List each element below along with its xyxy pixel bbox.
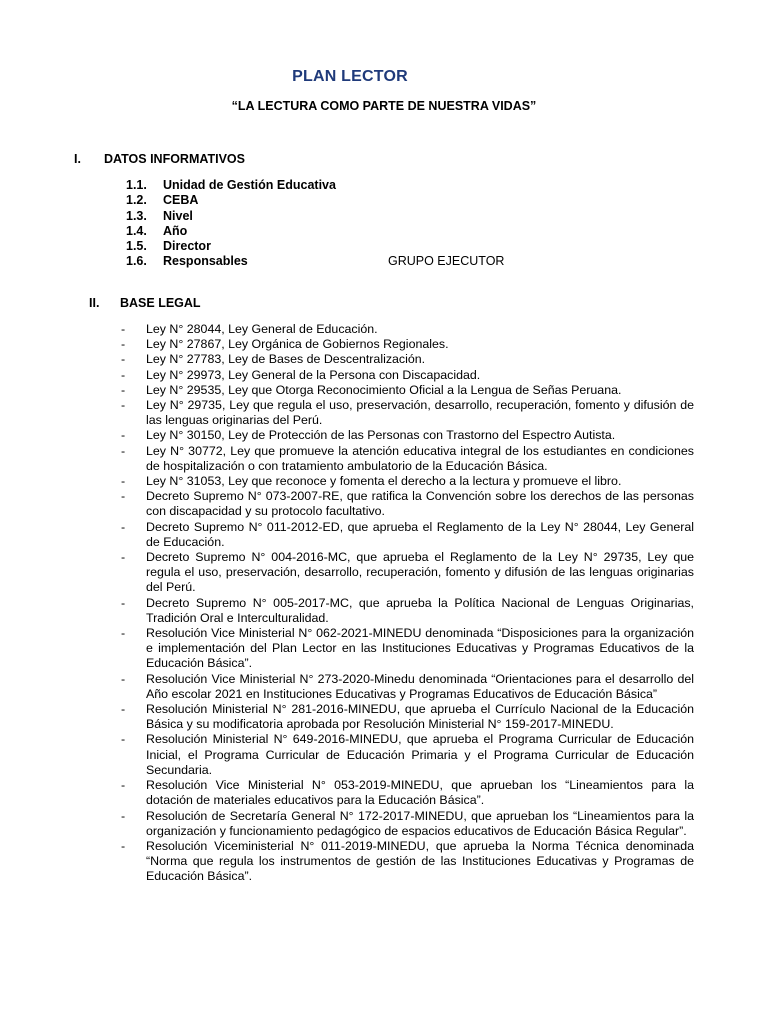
bullet-dash: - [121, 367, 126, 382]
legal-item-text: Ley N° 29973, Ley General de la Persona con Discapacidad. [146, 367, 481, 382]
info-number: 1.3. [126, 208, 147, 223]
legal-item-text: Resolución Vice Ministerial N° 062-2021-MINEDU denominada “Disposiciones para la organización e implementación del Plan Lector en las Instituciones Educativas y Programas Educativos de la Educación Básica”. [146, 626, 694, 671]
legal-item [121, 444, 694, 474]
legal-item [121, 702, 694, 732]
legal-item [121, 809, 694, 839]
info-label: Nivel [163, 208, 193, 223]
legal-item [121, 489, 694, 519]
info-item [126, 224, 626, 239]
bullet-dash: - [121, 808, 126, 823]
legal-item [121, 732, 694, 778]
info-item [126, 254, 626, 269]
legal-item-text: Ley N° 31053, Ley que reconoce y fomenta el derecho a la lectura y promueve el libro. [146, 474, 622, 489]
bullet-dash: - [121, 778, 126, 793]
legal-item [121, 368, 694, 383]
legal-item-text: Resolución Viceministerial N° 011-2019-MINEDU, que aprueba la Norma Técnica denominada “Norma que regula los instrumentos de gestión de las Instituciones Educativas y Programas de Educación Básica”. [146, 838, 694, 884]
legal-item-text: Resolución Vice Ministerial N° 053-2019-MINEDU, que aprueban los “Lineamientos para la dotación de materiales educativos para la Educación Básica”. [146, 778, 694, 808]
legal-item-text: Decreto Supremo N° 011-2012-ED, que aprueba el Reglamento de la Ley N° 28044, Ley General de Educación. [146, 519, 694, 549]
section-title: BASE LEGAL [120, 296, 201, 310]
legal-item [121, 626, 694, 672]
legal-item [121, 352, 694, 367]
legal-item-text: Decreto Supremo N° 005-2017-MC, que aprueba la Política Nacional de Lenguas Originarias, Tradición Oral e Interculturalidad. [146, 595, 694, 625]
page-title: PLAN LECTOR [292, 68, 408, 85]
info-label: CEBA [163, 193, 199, 208]
legal-item-text: Ley N° 30150, Ley de Protección de las Personas con Trastorno del Espectro Autista. [146, 428, 616, 443]
legal-item [121, 839, 694, 885]
legal-item [121, 672, 694, 702]
info-label: Responsables [163, 254, 248, 269]
info-item [126, 178, 626, 193]
bullet-dash: - [121, 550, 126, 565]
legal-item [121, 596, 694, 626]
section-number: II. [89, 296, 100, 310]
legal-item-text: Resolución Ministerial N° 649-2016-MINEDU, que aprueba el Programa Curricular de Educación Inicial, el Programa Curricular de Educación Primaria y el Programa Curricular de Educación Secundaria. [146, 732, 694, 777]
legal-item [121, 383, 694, 398]
bullet-dash: - [121, 702, 126, 717]
bullet-dash: - [121, 337, 126, 352]
legal-item [121, 778, 694, 808]
legal-item [121, 474, 694, 489]
legal-item-text: Decreto Supremo N° 073-2007-RE, que ratifica la Convención sobre los derechos de las personas con discapacidad y su protocolo facultativo. [146, 489, 694, 519]
bullet-dash: - [121, 398, 126, 413]
legal-item [121, 428, 694, 443]
legal-item-text: Ley N° 30772, Ley que promueve la atención educativa integral de los estudiantes en condiciones de hospitalización o con tratamiento ambulatorio de la Educación Básica. [146, 443, 694, 473]
legal-item [121, 520, 694, 550]
info-number: 1.6. [126, 254, 147, 269]
legal-item-text: Ley N° 28044, Ley General de Educación. [146, 322, 378, 336]
legal-item [121, 322, 694, 337]
section-number: I. [74, 152, 81, 166]
legal-item-text: Ley N° 27867, Ley Orgánica de Gobiernos Regionales. [146, 337, 449, 352]
info-number: 1.1. [126, 178, 147, 192]
info-item [126, 209, 626, 224]
bullet-dash: - [121, 322, 126, 336]
info-label: Director [163, 239, 211, 254]
bullet-dash: - [121, 519, 126, 534]
info-label: Año [163, 223, 188, 238]
bullet-dash: - [121, 474, 126, 489]
legal-item [121, 550, 694, 596]
bullet-dash: - [121, 595, 126, 610]
info-value: GRUPO EJECUTOR [388, 254, 505, 269]
legal-item [121, 398, 694, 428]
legal-item-text: Ley N° 29735, Ley que regula el uso, preservación, desarrollo, recuperación, fomento y difusión de las lenguas originarias del Perú. [146, 398, 694, 428]
info-item [126, 193, 626, 208]
datos-informativos-list [126, 178, 626, 270]
bullet-dash: - [121, 428, 126, 443]
legal-item-text: Decreto Supremo N° 004-2016-MC, que aprueba el Reglamento de la Ley N° 29735, Ley que regula el uso, preservación, desarrollo, recuperación, fomento y difusión de las lenguas originarias del Perú. [146, 550, 694, 595]
info-number: 1.2. [126, 193, 147, 208]
bullet-dash: - [121, 443, 126, 458]
bullet-dash: - [121, 489, 126, 504]
section-title: DATOS INFORMATIVOS [104, 152, 245, 166]
bullet-dash: - [121, 671, 126, 686]
legal-item [121, 337, 694, 352]
bullet-dash: - [121, 382, 126, 397]
info-number: 1.5. [126, 239, 147, 254]
legal-item-text: Resolución Ministerial N° 281-2016-MINEDU, que aprueba el Currículo Nacional de la Educación Básica y su modificatoria aprobada por Resolución Ministerial N° 159-2017-MINEDU. [146, 702, 694, 732]
bullet-dash: - [121, 352, 126, 367]
page-subtitle: “LA LECTURA COMO PARTE DE NUESTRA VIDAS” [231, 99, 537, 113]
legal-item-text: Resolución de Secretaría General N° 172-2017-MINEDU, que aprueban los “Lineamientos para la organización y funcionamiento pedagógico de espacios educativos de Educación Básica Regular”. [146, 808, 694, 838]
info-number: 1.4. [126, 223, 147, 238]
base-legal-list [121, 322, 694, 885]
info-item [126, 239, 626, 254]
bullet-dash: - [121, 626, 126, 641]
bullet-dash: - [121, 732, 126, 747]
legal-item-text: Ley N° 29535, Ley que Otorga Reconocimiento Oficial a la Lengua de Señas Peruana. [146, 382, 622, 397]
bullet-dash: - [121, 838, 126, 853]
legal-item-text: Ley N° 27783, Ley de Bases de Descentralización. [146, 352, 426, 367]
info-label: Unidad de Gestión Educativa [163, 178, 336, 192]
legal-item-text: Resolución Vice Ministerial N° 273-2020-Minedu denominada “Orientaciones para el desarrollo del Año escolar 2021 en Instituciones Educativas y Programas Educativos de Educación Básica” [146, 671, 694, 701]
